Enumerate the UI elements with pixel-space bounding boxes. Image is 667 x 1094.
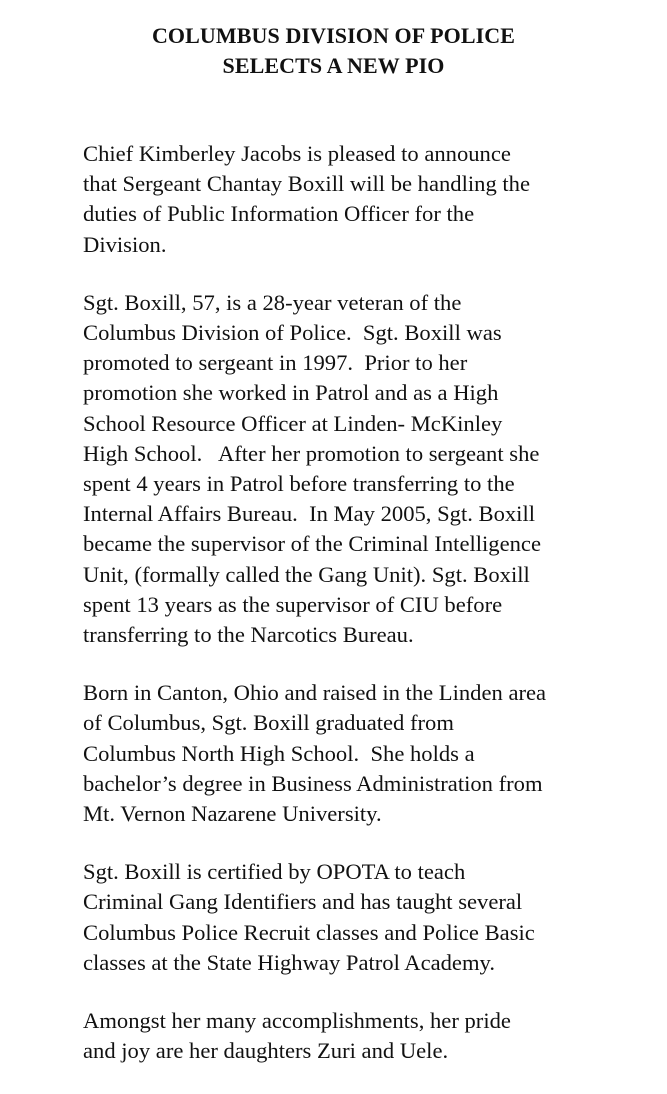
text-line: Columbus North High School. She holds a xyxy=(83,740,475,766)
text-line: Mt. Vernon Nazarene University. xyxy=(83,801,382,827)
text-line: Criminal Gang Identifiers and has taught several xyxy=(83,889,523,915)
text-line: High School. After her promotion to sergeant she xyxy=(83,440,540,466)
text-line: transferring to the Narcotics Bureau. xyxy=(83,622,414,648)
text-line: Columbus Police Recruit classes and Police Basic xyxy=(83,919,535,945)
text-line: School Resource Officer at Linden- McKinley xyxy=(83,410,503,436)
text-line: duties of Public Information Officer for the xyxy=(83,201,475,227)
document-body xyxy=(83,139,643,1094)
text-line: Unit, (formally called the Gang Unit). Sgt. Boxill xyxy=(83,561,530,587)
text-line: that Sergeant Chantay Boxill will be handling the xyxy=(83,171,530,197)
text-line: spent 4 years in Patrol before transferring to the xyxy=(83,471,515,497)
text-line: Amongst her many accomplishments, her pride xyxy=(83,1008,511,1034)
paragraph-family xyxy=(83,1006,643,1066)
text-line: promoted to sergeant in 1997. Prior to her xyxy=(83,350,468,376)
paragraph-certification xyxy=(83,857,643,978)
title-line: COLUMBUS DIVISION OF POLICE xyxy=(151,23,516,48)
text-line: bachelor’s degree in Business Administration from xyxy=(83,770,543,796)
paragraph-career xyxy=(83,288,643,650)
text-line: classes at the State Highway Patrol Academy. xyxy=(83,949,496,975)
text-line: Sgt. Boxill, 57, is a 28-year veteran of the xyxy=(83,289,462,315)
text-line: spent 13 years as the supervisor of CIU before xyxy=(83,591,503,617)
text-line: became the supervisor of the Criminal Intelligence xyxy=(83,531,541,557)
text-line: of Columbus, Sgt. Boxill graduated from xyxy=(83,710,454,736)
text-line: promotion she worked in Patrol and as a High xyxy=(83,380,499,406)
text-line: and joy are her daughters Zuri and Uele. xyxy=(83,1038,449,1064)
text-line: Sgt. Boxill is certified by OPOTA to teach xyxy=(83,859,466,885)
text-line: Division. xyxy=(83,231,167,257)
paragraph-education xyxy=(83,678,643,829)
text-line: Born in Canton, Ohio and raised in the Linden area xyxy=(83,680,547,706)
title-line: SELECTS A NEW PIO xyxy=(222,53,445,78)
text-line: Internal Affairs Bureau. In May 2005, Sgt. Boxill xyxy=(83,501,536,527)
text-line: Chief Kimberley Jacobs is pleased to announce xyxy=(83,141,511,166)
document-title xyxy=(0,21,667,81)
text-line: Columbus Division of Police. Sgt. Boxill was xyxy=(83,320,502,346)
paragraph-announcement xyxy=(83,139,643,260)
